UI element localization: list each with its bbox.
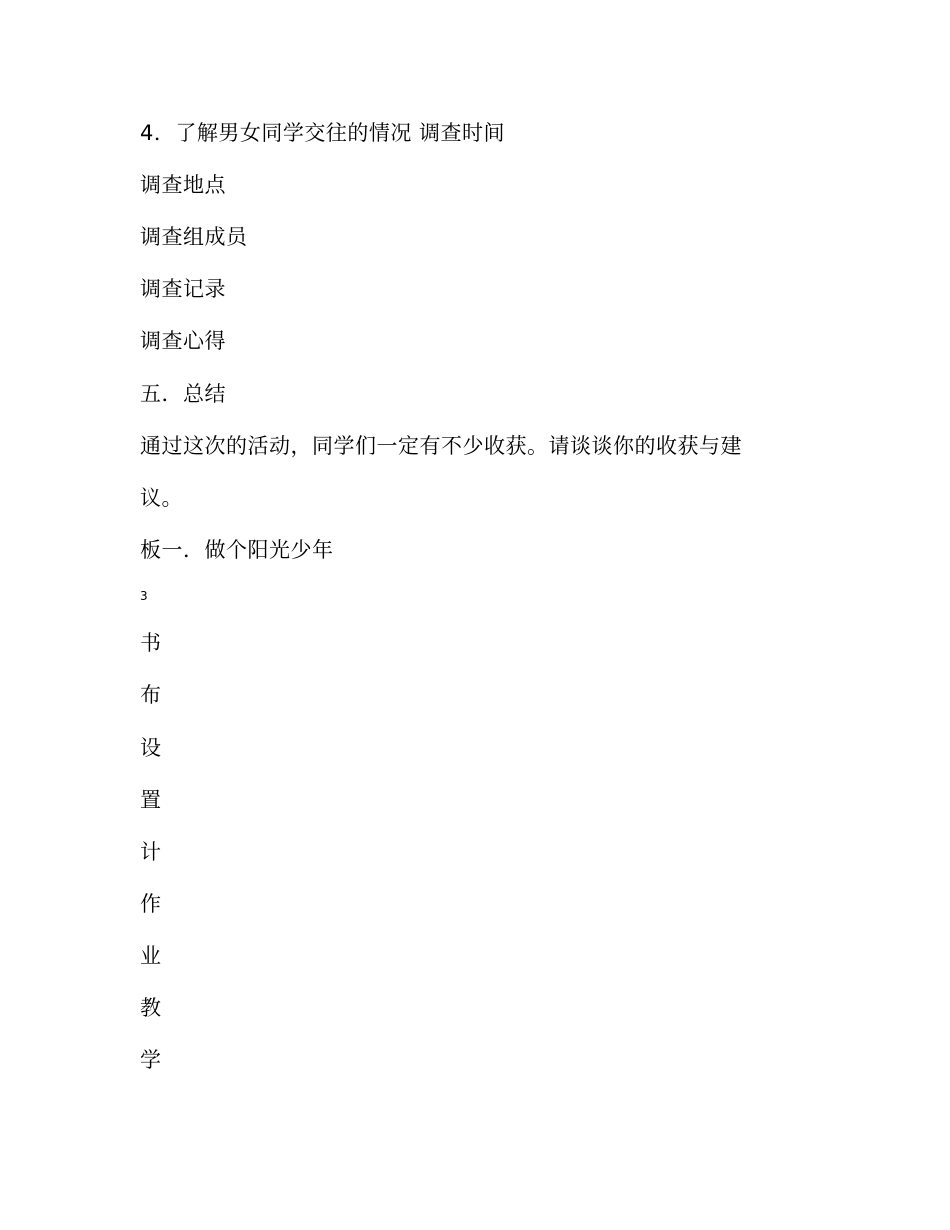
vertical-char: 作 bbox=[140, 892, 162, 916]
survey-record-label: 调查记录 bbox=[140, 277, 226, 301]
summary-paragraph-continued: 议。 bbox=[140, 486, 183, 510]
vertical-char: 业 bbox=[140, 944, 162, 968]
survey-reflection-label: 调查心得 bbox=[140, 329, 226, 353]
vertical-char: 置 bbox=[140, 788, 162, 812]
vertical-char: 教 bbox=[140, 996, 162, 1020]
board-heading: 板一．做个阳光少年 bbox=[140, 538, 334, 562]
section-5-heading: 五．总结 bbox=[140, 382, 226, 406]
survey-members-label: 调查组成员 bbox=[140, 225, 248, 249]
page-number: 3 bbox=[140, 589, 149, 603]
vertical-char: 学 bbox=[140, 1048, 162, 1072]
summary-paragraph: 通过这次的活动，同学们一定有不少收获。请谈谈你的收获与建 bbox=[140, 434, 742, 458]
survey-item-4-heading: 4．了解男女同学交往的情况 调查时间 bbox=[140, 121, 506, 145]
vertical-char: 布 bbox=[140, 683, 162, 707]
survey-location-label: 调查地点 bbox=[140, 173, 226, 197]
vertical-char: 设 bbox=[140, 736, 162, 760]
vertical-char: 书 bbox=[140, 631, 162, 655]
vertical-char: 计 bbox=[140, 840, 162, 864]
